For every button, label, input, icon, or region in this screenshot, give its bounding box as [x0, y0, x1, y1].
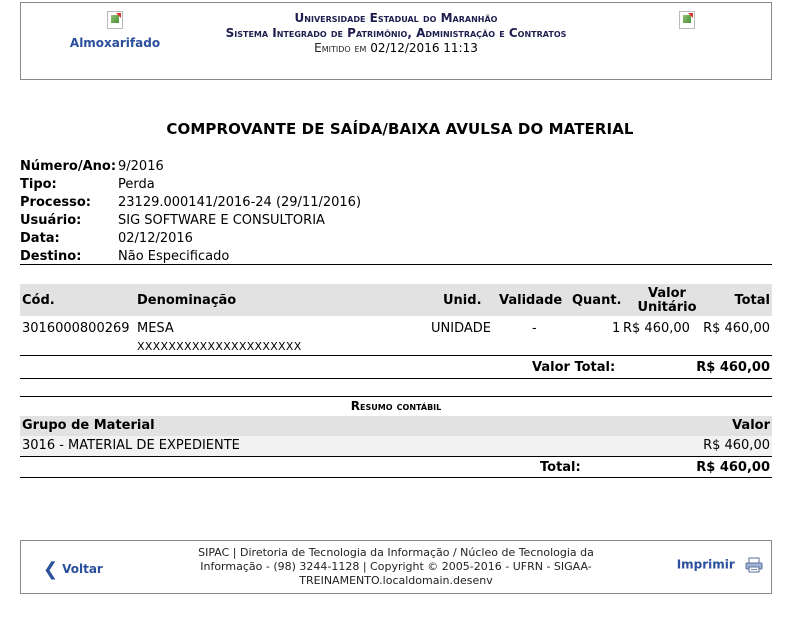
info-row-tipo	[20, 176, 772, 194]
info-value: SIG SOFTWARE E CONSULTORIA	[118, 213, 325, 228]
divider	[20, 355, 772, 356]
module-block	[65, 11, 165, 50]
cell-grupo: 3016 - MATERIAL DE EXPEDIENTE	[22, 438, 240, 453]
emitido-label: Emitido em	[314, 41, 367, 55]
resumo-total-row	[20, 458, 772, 478]
info-label: Tipo:	[20, 177, 57, 192]
col-header-denominacao: Denominação	[137, 293, 237, 308]
col-header-grupo: Grupo de Material	[22, 418, 155, 433]
cell-cod: 3016000800269	[22, 321, 130, 336]
col-header-cod: Cód.	[22, 293, 55, 308]
col-header-unid: Unid.	[443, 293, 482, 308]
cell-denominacao-detail: XXXXXXXXXXXXXXXXXXXXX	[137, 340, 302, 353]
cell-validade: -	[532, 321, 537, 336]
report-header	[20, 2, 772, 80]
voltar-button[interactable]	[43, 559, 103, 580]
module-logo-icon	[107, 11, 123, 29]
divider	[20, 264, 772, 265]
info-row-processo	[20, 194, 772, 212]
imprimir-label: Imprimir	[676, 557, 735, 572]
info-label: Usuário:	[20, 213, 82, 228]
info-block	[20, 158, 772, 266]
footer	[20, 540, 772, 594]
cell-total: R$ 460,00	[703, 321, 770, 336]
col-header-valor: Valor	[732, 418, 770, 433]
resumo-total-value: R$ 460,00	[696, 460, 770, 475]
cell-unid: UNIDADE	[431, 321, 491, 336]
footer-line: Informação - (98) 3244-1128 | Copyright © 2005-2016 - UFRN - SIGAA-	[200, 560, 592, 573]
footer-line: SIPAC | Diretoria de Tecnologia da Informação / Núcleo de Tecnologia da	[198, 546, 594, 559]
footer-credits	[151, 546, 641, 588]
university-name: Universidade Estadual do Maranhão	[294, 11, 498, 25]
cell-quant: 1	[612, 321, 621, 336]
valor-total-label: Valor Total:	[532, 360, 616, 375]
info-value: 02/12/2016	[118, 231, 193, 246]
institution-block	[171, 11, 621, 56]
resumo-total-label: Total:	[540, 460, 581, 475]
info-label: Número/Ano:	[20, 159, 117, 174]
institution-logo-icon	[679, 11, 695, 29]
info-label: Data:	[20, 231, 60, 246]
col-header-quant: Quant.	[572, 293, 622, 308]
col-header-valor-line1: Valor	[648, 286, 686, 301]
col-header-validade: Validade	[499, 293, 563, 308]
system-name: Sistema Integrado de Patrimônio, Administração e Contratos	[225, 26, 567, 40]
valor-total-row	[20, 358, 772, 378]
chevron-left-icon: ❮	[43, 559, 59, 580]
page-title: COMPROVANTE DE SAÍDA/BAIXA AVULSA DO MATERIAL	[166, 120, 634, 138]
info-row-data	[20, 230, 772, 248]
resumo-title: Resumo contábil	[350, 399, 442, 413]
info-value: 23129.000141/2016-24 (29/11/2016)	[118, 195, 362, 210]
table-row	[20, 318, 772, 354]
col-header-valor-unitario	[632, 287, 702, 315]
info-row-numero	[20, 158, 772, 176]
divider	[20, 477, 772, 478]
info-value: 9/2016	[118, 159, 164, 174]
voltar-label: Voltar	[62, 562, 103, 576]
cell-valor: R$ 460,00	[703, 438, 770, 453]
emission-line	[171, 41, 621, 56]
table-row	[20, 436, 772, 456]
info-label: Destino:	[20, 249, 82, 264]
info-label: Processo:	[20, 195, 91, 210]
items-table-header	[20, 284, 772, 316]
resumo-header	[20, 416, 772, 436]
divider	[20, 396, 772, 397]
valor-total-value: R$ 460,00	[696, 360, 770, 375]
institution-logo	[679, 11, 695, 33]
info-value: Não Especificado	[118, 249, 230, 264]
cell-valor-unitario: R$ 460,00	[623, 321, 690, 336]
divider	[20, 378, 772, 379]
divider	[20, 456, 772, 457]
info-value: Perda	[118, 177, 155, 192]
emitido-value: 02/12/2016 11:13	[370, 41, 478, 55]
col-header-valor-line2: Unitário	[637, 300, 697, 315]
printer-icon	[745, 557, 763, 573]
cell-denominacao: MESA	[137, 321, 174, 336]
col-header-total: Total	[734, 293, 770, 308]
info-row-usuario	[20, 212, 772, 230]
imprimir-button[interactable]	[677, 557, 763, 573]
module-name: Almoxarifado	[69, 36, 161, 50]
footer-line: TREINAMENTO.localdomain.desenv	[299, 574, 493, 587]
